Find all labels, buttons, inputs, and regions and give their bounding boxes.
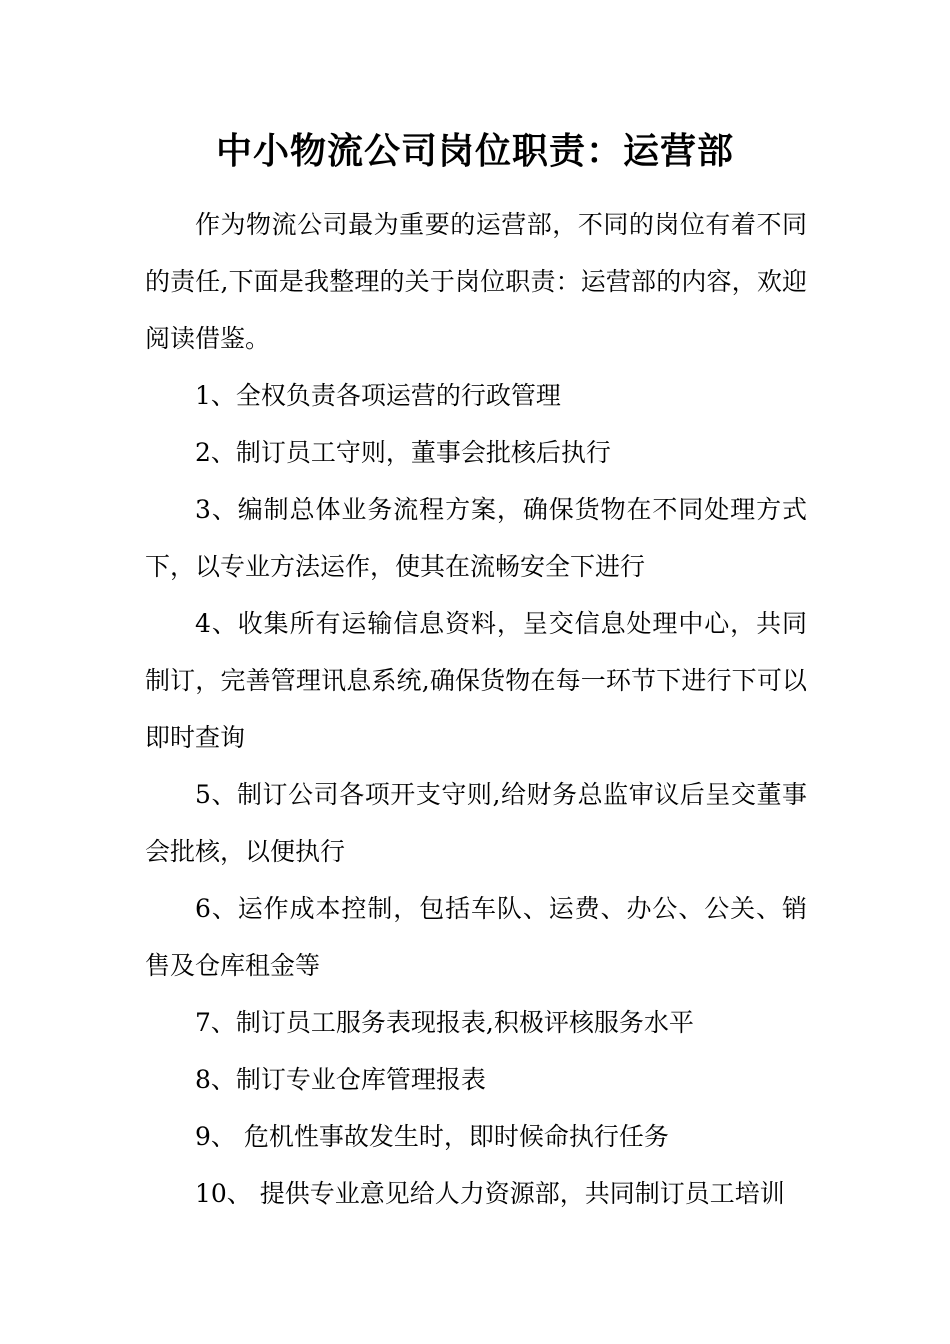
duty-item-4: 4、收集所有运输信息资料，呈交信息处理中心，共同制订，完善管理讯息系统,确保货物在每一环节下进行下可以即时查询 [145,609,807,752]
duty-item-5: 5、制订公司各项开支守则,给财务总监审议后呈交董事会批核，以便执行 [145,780,807,866]
duty-item-2: 2、制订员工守则，董事会批核后执行 [195,438,611,467]
intro-paragraph: 作为物流公司最为重要的运营部，不同的岗位有着不同的责任,下面是我整理的关于岗位职责：运营部的内容，欢迎阅读借鉴。 [145,210,807,353]
duty-item-10: 10、 提供专业意见给人力资源部，共同制订员工培训 [195,1179,785,1208]
duty-item-7: 7、制订员工服务表现报表,积极评核服务水平 [195,1008,694,1037]
document-title: 中小物流公司岗位职责：运营部 [215,131,734,172]
duty-item-9: 9、 危机性事故发生时，即时候命执行任务 [195,1122,669,1151]
document-body [145,196,807,1222]
duty-item-1: 1、全权负责各项运营的行政管理 [195,381,561,410]
duty-item-3: 3、编制总体业务流程方案，确保货物在不同处理方式下，以专业方法运作，使其在流畅安全下进行 [145,495,807,581]
duty-item-8: 8、制订专业仓库管理报表 [195,1065,486,1094]
duty-item-6: 6、运作成本控制，包括车队、运费、办公、公关、销售及仓库租金等 [145,894,807,980]
